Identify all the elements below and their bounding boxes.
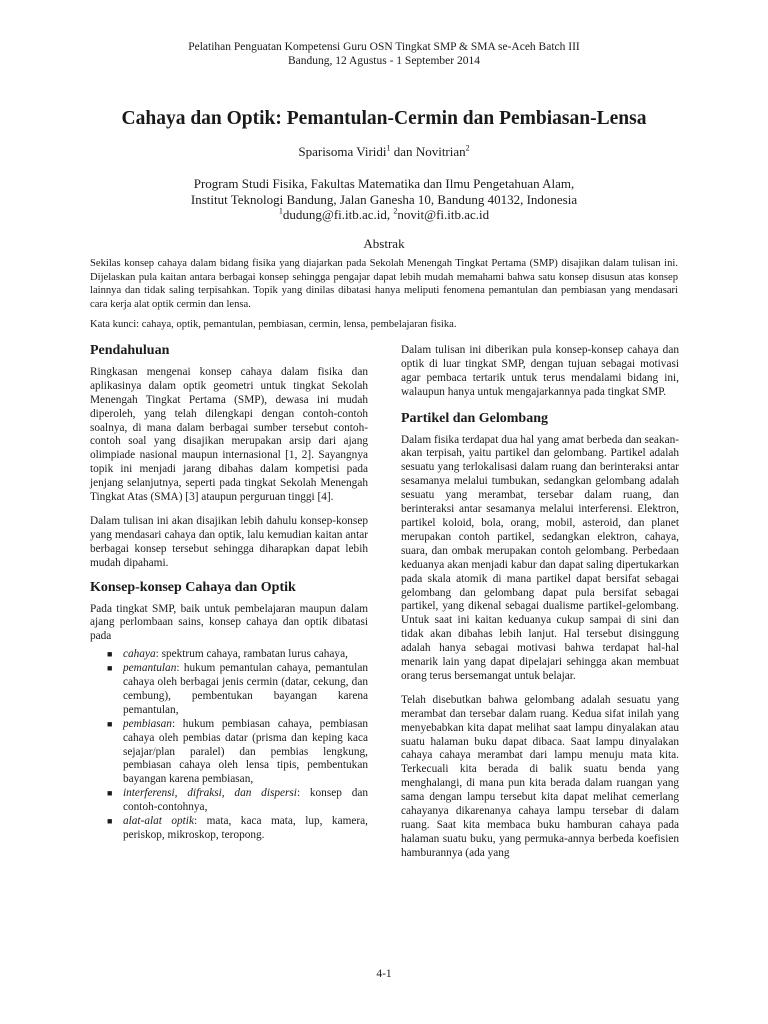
email-1-superscript: 1 xyxy=(278,206,283,216)
bullet-icon: ■ xyxy=(107,663,113,674)
list-item: ■ alat-alat optik: mata, kaca mata, lup, kamera, periskop, mikroskop, teropong. xyxy=(107,815,368,841)
email-line xyxy=(0,207,768,223)
author-2: Novitrian xyxy=(415,144,466,159)
paragraph: Dalam fisika terdapat dua hal yang amat berbeda dan seakan-akan terpisah, yaitu partikel dan gelombang. Partikel adalah sesuatu yang terlokalisasi dalam ruang dan berinteraksi antar sesamanya melalui tumbukan, sedangkan gelombang adalah sesuatu yang merambat, tersebar dalam ruang, dan berinteraksi antar sesamanya melalui interferensi. Elektron, partikel koloid, bola, orang, mobil, asteroid, dan planet merupakan contoh partikel, sedangkan elektron, cahaya, suara, dan ombak merupakan contoh gelombang. Perbedaan keduanya akan menjadi kabur dan dapat saling dipertukarkan pada skala atomik di mana partikel dapat bersifat sebagai gelombang dan gelombang dapat pula bersifat sebagai partikel, yang dikenal sebagai dualisme partikel-gelombang. Untuk saat ini kaitan keduanya cukup sampai di sini dan tidak akan dibahas lebih lanjut. Hal tersebut disinggung adalah hanya sebagai motivasi bahwa terdapat hal-hal menarik lain yang dapat dipelajari sehingga akan membuat orang terus bersemangat untuk belajar. xyxy=(401,433,679,682)
bullet-icon: ■ xyxy=(107,718,113,729)
paragraph: Dalam tulisan ini diberikan pula konsep-konsep cahaya dan optik di luar tingkat SMP, dengan tujuan sebagai motivasi agar pembaca tertarik untuk terus mendalami bidang ini, walaupun hanya untuk mengajarkannya pada tingkat SMP. xyxy=(401,344,679,398)
paragraph: Pada tingkat SMP, baik untuk pembelajaran maupun dalam ajang perlombaan sains, konsep cahaya dan optik dibatasi pada xyxy=(90,602,368,643)
bullet-icon: ■ xyxy=(107,788,113,799)
keywords: Kata kunci: cahaya, optik, pemantulan, pembiasan, cermin, lensa, pembelajaran fisika. xyxy=(90,319,457,330)
bullet-icon: ■ xyxy=(107,816,113,827)
page-number: 4-1 xyxy=(376,968,392,980)
section-heading-partikel: Partikel dan Gelombang xyxy=(401,410,549,426)
affiliation-line-2: Institut Teknologi Bandung, Jalan Ganesha 10, Bandung 40132, Indonesia xyxy=(190,191,578,207)
author-1-superscript: 1 xyxy=(386,143,391,153)
right-column xyxy=(401,344,679,871)
running-header xyxy=(0,40,768,68)
email-1: dudung@fi.itb.ac.id, xyxy=(282,207,394,222)
header-line-1: Pelatihan Penguatan Kompetensi Guru OSN Tingkat SMP & SMA se-Aceh Batch III xyxy=(188,41,580,53)
abstract-text: Sekilas konsep cahaya dalam bidang fisika yang diajarkan pada Sekolah Menengah Tingkat Pertama (SMP) disajikan dalam tulisan ini. Dijelaskan pula kaitan antara berbagai konsep sehingga pengajar dapat lebih mudah memahami bahwa satu konsep disusun atas konsep lainnya dan tidak saling terpisahkan. Topik yang dinilas dibatasi hanya meliputi fenomena pemantulan dan pembiasan yang mendasari cara kerja alat optik cermin dan lensa. xyxy=(90,258,678,311)
header-line-2: Bandung, 12 Agustus - 1 September 2014 xyxy=(288,55,480,67)
author-connector: dan xyxy=(390,144,416,159)
abstract-heading: Abstrak xyxy=(363,236,405,251)
list-item: ■ pembiasan: hukum pembiasan cahaya, pembiasan cahaya oleh pembias datar (prisma dan keping kaca sejajar/plan paralel) dan pembias lengkung, pembiasan cahaya oleh lensa tipis, pembentukan bayangan karena pembiasan, xyxy=(107,717,368,786)
left-column xyxy=(90,344,368,843)
list-item: ■ cahaya: spektrum cahaya, rambatan lurus cahaya, xyxy=(107,648,348,661)
author-2-superscript: 2 xyxy=(465,143,470,153)
list-item: ■ interferensi, difraksi, dan dispersi: konsep dan contoh-contohnya, xyxy=(107,787,368,814)
affiliation-line-1: Program Studi Fisika, Fakultas Matematika dan Ilmu Pengetahuan Alam, xyxy=(193,176,575,191)
paragraph: Ringkasan mengenai konsep cahaya dalam fisika dan aplikasinya dalam optik geometri untuk tingkat Sekolah Menengah Tingkat Pertama (SMP), dewasa ini mudah diperoleh, yang telah dilengkapi dengan contoh-contoh soalnya, di mana dalam berbagai sumber tersebut contoh-contoh soal yang disajikan merupakan arsip dari ajang olimpiade nasional maupun internasional [1, 2]. Sayangnya topik ini menjadi jarang dibahas dalam kompetisi pada jenjang selanjutnya, seperti pada tingkat Sekolah Menengah Tingkat Atas (SMA) [3] ataupun perguruan tinggi [4]. xyxy=(90,365,368,504)
section-heading-konsep: Konsep-konsep Cahaya dan Optik xyxy=(90,579,296,595)
section-heading-pendahuluan: Pendahuluan xyxy=(90,343,170,358)
paragraph: Dalam tulisan ini akan disajikan lebih dahulu konsep-konsep yang mendasari cahaya dan optik, lalu kemudian kaitan antar berbagai konsep tersebut sehingga diharapkan dapat lebih mudah dipahami. xyxy=(90,514,368,569)
author-1: Sparisoma Viridi xyxy=(298,144,387,159)
author-line xyxy=(0,144,768,160)
email-2: novit@fi.itb.ac.id xyxy=(397,207,490,222)
bullet-icon: ■ xyxy=(107,649,113,660)
concept-list xyxy=(90,648,368,843)
paragraph: Telah disebutkan bahwa gelombang adalah sesuatu yang merambat dan tersebar dalam ruang. Kedua sifat inilah yang menyebabkan kita dapat melihat saat lampu dinyalakan atau suatu halaman buku dapat dibaca. Saat lampu dinyalakan cahaya cahaya merambat dari lampu menuju mata kita. Terkecuali kita berada di balik suatu benda yang menghalangi, di mana pun kita berada dalam ruangan yang sama dengan lampu tersebut kita dapat melihat cemerlang cahayanya dikarenanya cahaya lampu tersebar di dalam ruang. Saat kita membaca buku hamburan cahaya pada halaman suatu buku, yang permuka-annya berbeda koefisien hamburannya (ada yang xyxy=(401,693,679,859)
affiliation xyxy=(0,176,768,223)
list-item: ■ pemantulan: hukum pemantulan cahaya, pemantulan cahaya oleh berbagai jenis cermin (datar, cekung, dan cembung), pembentukan bayangan karena pemantulan, xyxy=(107,662,368,716)
paper-title: Cahaya dan Optik: Pemantulan-Cermin dan Pembiasan-Lensa xyxy=(121,108,647,129)
email-2-superscript: 2 xyxy=(393,206,398,216)
